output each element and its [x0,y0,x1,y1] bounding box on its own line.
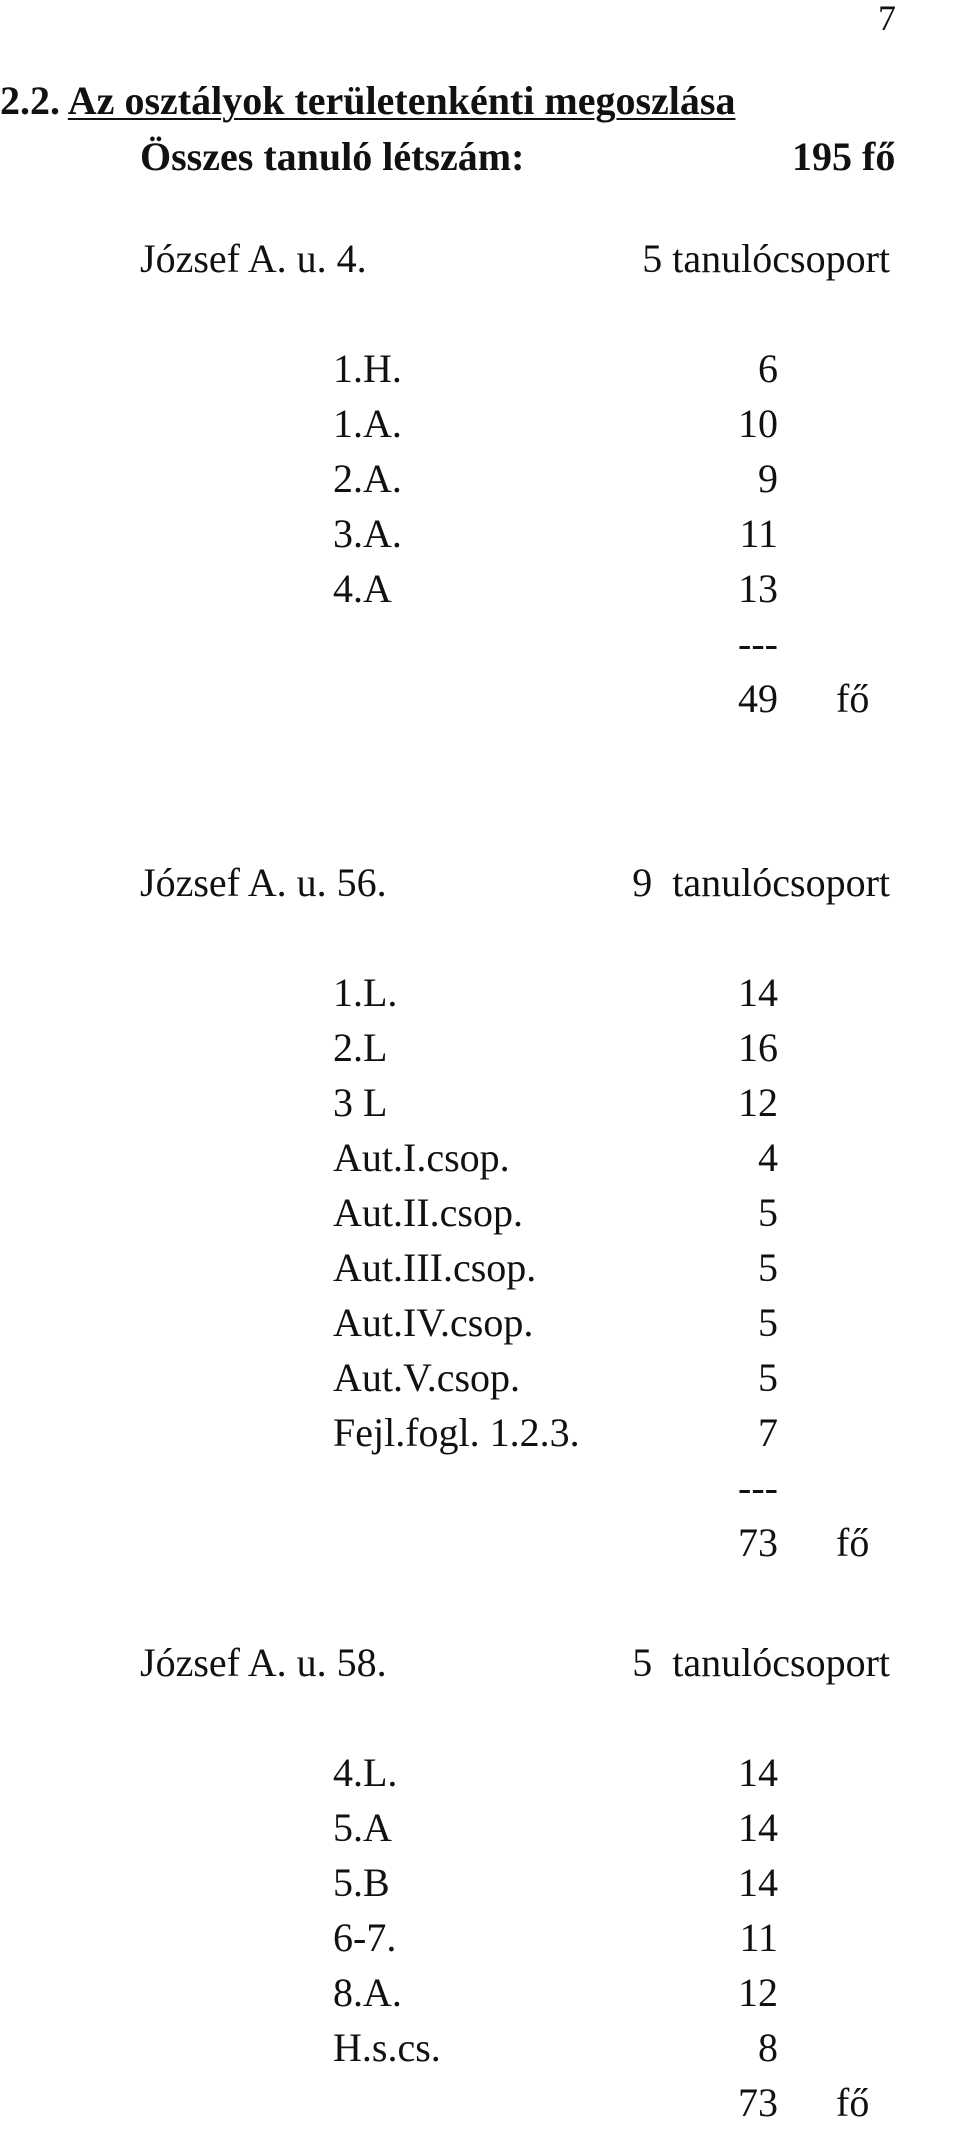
class-name: Aut.IV.csop. [333,1300,534,1345]
separator-dashes: --- [738,621,778,666]
separator-dashes: --- [738,1465,778,1510]
class-row [0,1410,960,1465]
heading-number: 2.2. [0,78,60,123]
section-total-unit: fő [836,1520,870,1565]
class-row [0,970,960,1025]
class-count: 7 [758,1410,778,1455]
section-group-count: 9 tanulócsoport [632,860,890,905]
class-count: 16 [738,1025,778,1070]
class-count: 4 [758,1135,778,1180]
class-row [0,346,960,401]
section-header [0,860,960,906]
class-count: 5 [758,1355,778,1400]
class-name: Aut.III.csop. [333,1245,537,1290]
section-total-unit: fő [836,676,870,721]
section-total-unit: fő [836,2080,870,2125]
class-row [0,1805,960,1860]
class-list [0,1750,960,2135]
sum-separator [0,621,960,676]
section-total-value: 49 [738,676,778,721]
section-total-value: 73 [738,2080,778,2125]
class-name: 3 L [333,1080,388,1125]
class-count: 11 [739,511,778,556]
total-students-value: 195 fő [792,134,896,179]
class-name: 3.A. [333,511,402,556]
section-total-value: 73 [738,1520,778,1565]
class-count: 10 [738,401,778,446]
section-heading [0,78,735,124]
class-name: Fejl.fogl. 1.2.3. [333,1410,580,1455]
class-name: 5.B [333,1860,390,1905]
location-section-1 [0,236,960,731]
class-count: 12 [738,1970,778,2015]
class-row [0,401,960,456]
page-number: 7 [878,0,896,38]
class-name: Aut.II.csop. [333,1190,523,1235]
class-name: 8.A. [333,1970,402,2015]
class-row [0,1355,960,1410]
section-address: József A. u. 58. [140,1640,387,1685]
class-row [0,1300,960,1355]
location-section-2 [0,860,960,1575]
class-row [0,456,960,511]
total-students-row [140,134,960,180]
class-count: 14 [738,1805,778,1850]
heading-title: Az osztályok területenkénti megoszlása [67,78,736,123]
class-count: 13 [738,566,778,611]
section-total [0,676,960,731]
class-name: 5.A [333,1805,392,1850]
class-row [0,1915,960,1970]
class-row [0,1970,960,2025]
class-name: 1.A. [333,401,402,446]
class-row [0,2025,960,2080]
section-address: József A. u. 56. [140,860,387,905]
class-row [0,1190,960,1245]
class-name: 1.H. [333,346,402,391]
class-row [0,1245,960,1300]
section-total [0,1520,960,1575]
section-header [0,1640,960,1686]
class-row [0,1080,960,1135]
class-name: 4.L. [333,1750,398,1795]
class-count: 5 [758,1300,778,1345]
class-count: 14 [738,970,778,1015]
class-name: 4.A [333,566,392,611]
class-count: 6 [758,346,778,391]
class-count: 5 [758,1245,778,1290]
class-count: 14 [738,1750,778,1795]
class-row [0,1135,960,1190]
class-count: 9 [758,456,778,501]
location-section-3 [0,1640,960,2135]
class-name: 2.L [333,1025,388,1070]
class-count: 8 [758,2025,778,2070]
class-row [0,566,960,621]
class-list [0,970,960,1575]
sum-separator [0,1465,960,1520]
class-row [0,1860,960,1915]
section-total [0,2080,960,2135]
class-count: 12 [738,1080,778,1125]
class-row [0,511,960,566]
section-group-count: 5 tanulócsoport [632,1640,890,1685]
class-count: 5 [758,1190,778,1235]
class-count: 11 [739,1915,778,1960]
section-address: József A. u. 4. [140,236,367,281]
class-name: Aut.V.csop. [333,1355,521,1400]
class-row [0,1025,960,1080]
section-header [0,236,960,282]
class-row [0,1750,960,1805]
class-name: 2.A. [333,456,402,501]
class-list [0,346,960,731]
class-name: H.s.cs. [333,2025,441,2070]
class-count: 14 [738,1860,778,1905]
section-group-count: 5 tanulócsoport [642,236,890,281]
class-name: Aut.I.csop. [333,1135,510,1180]
total-students-label: Összes tanuló létszám: [140,134,525,179]
class-name: 1.L. [333,970,398,1015]
class-name: 6-7. [333,1915,397,1960]
